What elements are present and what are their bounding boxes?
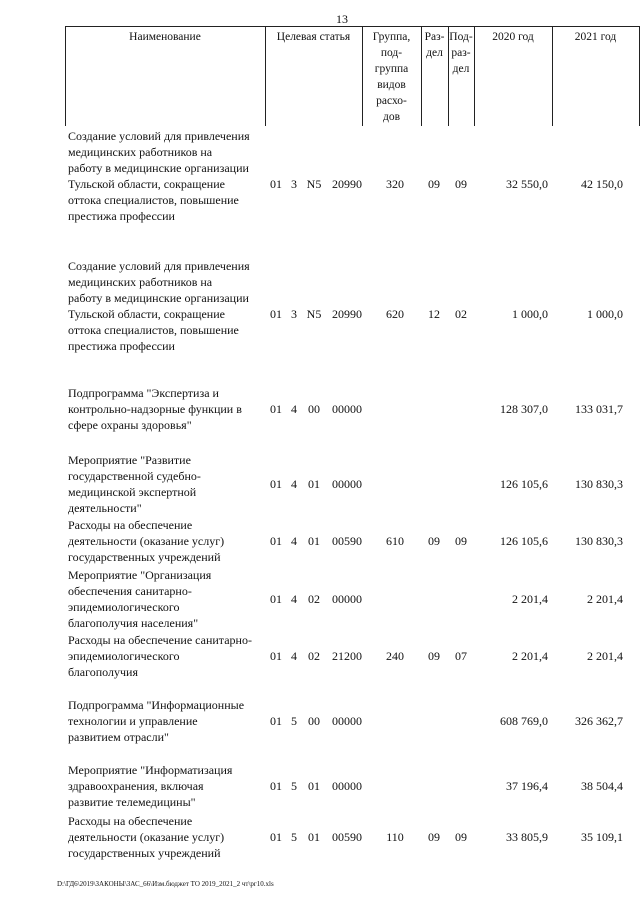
row-subsecode-tion: 09 [455, 534, 467, 548]
table-row [0, 697, 640, 745]
row-code-3: 01 [308, 830, 320, 844]
row-name: Создание условий для привлечения медицинских работников на работу в медицинские организации Тульской области, сокращение оттока специалистов, повышение престижа профессии [68, 129, 250, 223]
row-code-4: 00000 [332, 779, 362, 793]
row-name: Расходы на обеспечение деятельности (оказание услуг) государственных учреждений [68, 518, 225, 564]
row-year-2021: 326 362,7 [575, 714, 623, 728]
row-year-2020: 2 201,4 [512, 649, 548, 663]
table-row [0, 452, 640, 516]
row-code-2: 5 [291, 714, 297, 728]
row-year-2020: 128 307,0 [500, 402, 548, 416]
row-year-2021: 42 150,0 [581, 177, 623, 191]
header-group: Группа, под- группа видов расхо- дов [372, 31, 411, 123]
row-code-4: 20990 [332, 307, 362, 321]
row-code-1: 01 [270, 177, 282, 191]
row-code-3: 01 [308, 534, 320, 548]
row-code-3: 01 [308, 779, 320, 793]
row-year-2020: 1 000,0 [512, 307, 548, 321]
row-name: Мероприятие "Развитие государственной судебно- медицинской экспертной деятельности" [68, 453, 201, 515]
table-row [0, 385, 640, 433]
row-code-4: 00000 [332, 477, 362, 491]
row-code-1: 01 [270, 534, 282, 548]
row-subsecode-tion: 09 [455, 177, 467, 191]
row-code-1: 01 [270, 830, 282, 844]
row-secode-tion: 09 [428, 177, 440, 191]
row-code-3: 00 [308, 402, 320, 416]
row-secode-tion: 09 [428, 534, 440, 548]
row-code-2: 5 [291, 830, 297, 844]
row-year-2021: 38 504,4 [581, 779, 623, 793]
row-secode-tion: 09 [428, 830, 440, 844]
row-year-2021: 2 201,4 [587, 649, 623, 663]
row-subsecode-tion: 09 [455, 830, 467, 844]
table-row [0, 813, 640, 861]
page-number: 13 [336, 12, 348, 26]
row-year-2021: 133 031,7 [575, 402, 623, 416]
row-code-2: 4 [291, 649, 297, 663]
table-header [65, 26, 640, 126]
row-code-4: 00000 [332, 714, 362, 728]
row-year-2021: 35 109,1 [581, 830, 623, 844]
row-secode-tion: 09 [428, 649, 440, 663]
row-name: Расходы на обеспечение санитарно- эпидемиологического благополучия [68, 633, 252, 679]
header-subsection: Под- раз- дел [449, 31, 473, 75]
row-name: Мероприятие "Информатизация здравоохранения, включая развитие телемедицины" [68, 763, 233, 809]
row-code-1: 01 [270, 477, 282, 491]
row-code-3: 00 [308, 714, 320, 728]
table-row [0, 567, 640, 631]
header-name: Наименование [129, 31, 201, 43]
row-code-2: 4 [291, 534, 297, 548]
row-year-2020: 37 196,4 [506, 779, 548, 793]
row-code-1: 01 [270, 592, 282, 606]
row-year-2020: 126 105,6 [500, 477, 548, 491]
row-year-2020: 33 805,9 [506, 830, 548, 844]
row-year-2020: 126 105,6 [500, 534, 548, 548]
row-code-4: 00590 [332, 830, 362, 844]
row-group: 320 [386, 177, 404, 191]
row-code-1: 01 [270, 779, 282, 793]
row-year-2020: 32 550,0 [506, 177, 548, 191]
file-path-footer: D:\ГД6\2019\ЗАКОНЫ\ЗАС_66\Изм.бюджет ТО 2019_2021_2 чт\рг10.xls [57, 880, 274, 888]
row-name: Подпрограмма "Информационные технологии и управление развитием отрасли" [68, 698, 245, 744]
row-name: Подпрограмма "Экспертиза и контрольно-надзорные функции в сфере охраны здоровья" [68, 386, 242, 432]
row-year-2020: 608 769,0 [500, 714, 548, 728]
row-code-1: 01 [270, 402, 282, 416]
header-2021: 2021 год [574, 31, 617, 43]
row-year-2020: 2 201,4 [512, 592, 548, 606]
row-name: Создание условий для привлечения медицинских работников на работу в медицинские организации Тульской области, сокращение оттока специалистов, повышение престижа профессии [68, 259, 250, 353]
row-code-1: 01 [270, 649, 282, 663]
table-row [0, 517, 640, 565]
row-group: 240 [386, 649, 404, 663]
row-group: 110 [386, 830, 404, 844]
row-code-2: 4 [291, 402, 297, 416]
row-secode-tion: 12 [428, 307, 440, 321]
table-row [0, 632, 640, 680]
row-year-2021: 2 201,4 [587, 592, 623, 606]
table-row [0, 762, 640, 810]
table-row [0, 128, 640, 224]
row-subsecode-tion: 07 [455, 649, 467, 663]
row-name: Мероприятие "Организация обеспечения санитарно- эпидемиологического благополучия населения" [68, 568, 212, 630]
row-code-3: 01 [308, 477, 320, 491]
header-2020: 2020 год [492, 31, 534, 43]
row-code-2: 3 [291, 177, 297, 191]
row-subsecode-tion: 02 [455, 307, 467, 321]
row-year-2021: 130 830,3 [575, 534, 623, 548]
row-code-3: N5 [306, 307, 322, 321]
row-name: Расходы на обеспечение деятельности (оказание услуг) государственных учреждений [68, 814, 225, 860]
row-code-4: 00000 [332, 592, 362, 606]
row-code-4: 00000 [332, 402, 362, 416]
row-code-4: 00590 [332, 534, 362, 548]
row-code-2: 5 [291, 779, 297, 793]
row-group: 610 [386, 534, 404, 548]
table-row [0, 258, 640, 354]
row-code-1: 01 [270, 714, 282, 728]
row-code-2: 4 [291, 477, 297, 491]
row-group: 620 [386, 307, 404, 321]
row-year-2021: 1 000,0 [587, 307, 623, 321]
row-code-2: 3 [291, 307, 297, 321]
row-code-3: 02 [308, 592, 320, 606]
header-target: Целевая статья [276, 31, 351, 43]
header-section: Раз- дел [424, 31, 445, 59]
row-code-2: 4 [291, 592, 297, 606]
row-code-3: N5 [306, 177, 322, 191]
row-code-4: 21200 [332, 649, 362, 663]
header-top-border [65, 26, 640, 27]
row-code-4: 20990 [332, 177, 362, 191]
row-code-1: 01 [270, 307, 282, 321]
row-code-3: 02 [308, 649, 320, 663]
row-year-2021: 130 830,3 [575, 477, 623, 491]
